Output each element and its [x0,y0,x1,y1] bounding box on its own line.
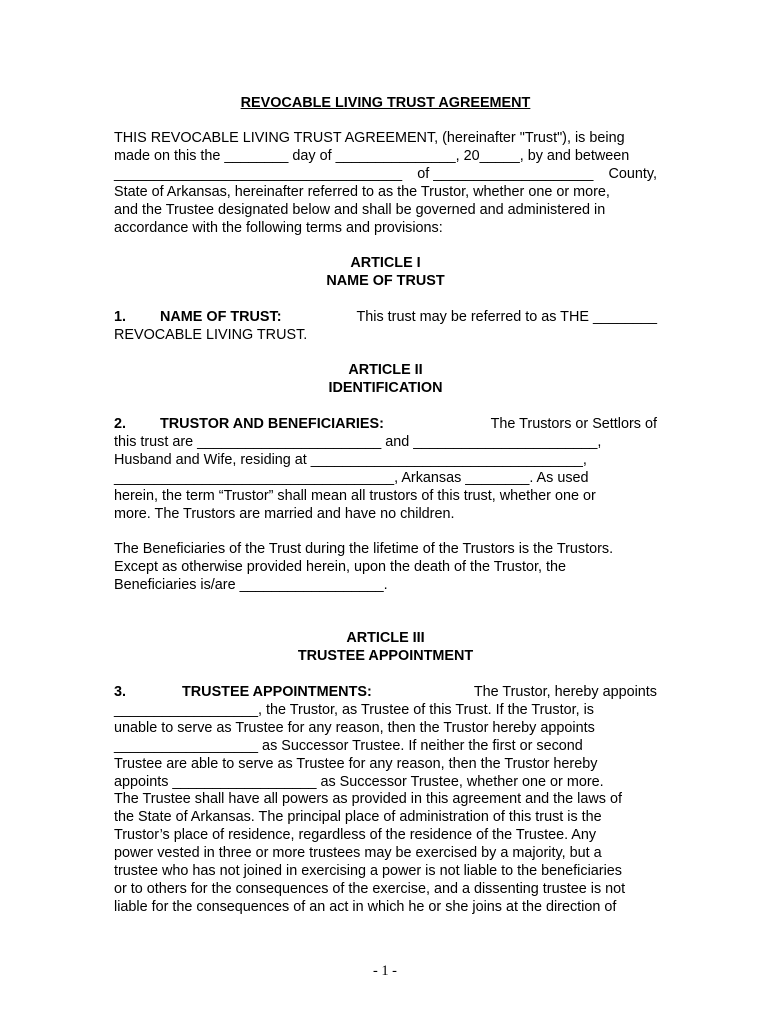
intro-line [114,130,657,148]
text-line: State of Arkansas, hereinafter referred to as the Trustor, whether one or more, [114,183,610,200]
body-line [114,720,657,738]
text-line: Husband and Wife, residing at __________________________________, [114,451,587,468]
text-line: made on this the ________ day of _______________, 20_____, by and between [114,147,630,164]
body-line [114,899,657,917]
intro-line [114,202,657,220]
body-line [114,541,657,559]
intro-line [114,184,657,202]
intro-line [114,220,657,238]
text-line: Trustor’s place of residence, regardless of the residence of the Trustee. Any [114,827,597,844]
page-number: - 1 - [373,963,397,979]
text-blank: of ____________________ [417,165,594,182]
article-3-heading [114,630,657,666]
text-line: This trust may be referred to as THE ________ [356,309,657,325]
body-line [114,774,657,792]
text-line: __________________, the Trustor, as Trustee of this Trust. If the Trustor, is [114,701,594,718]
section-label: TRUSTEE APPOINTMENTS: [182,684,372,700]
article-1-body [114,309,657,345]
text-line: The Beneficiaries of the Trust during the lifetime of the Trustors is the Trustors. [114,541,614,557]
article-2-body [114,416,657,523]
text-line: The Trustors or Settlors of [490,416,657,432]
article-2-heading [114,362,657,398]
body-line [114,416,657,434]
body-line [114,845,657,863]
text-line: Beneficiaries is/are __________________. [114,576,388,593]
text-line: __________________ as Successor Trustee. If neither the first or second [114,737,583,754]
body-line [114,809,657,827]
body-line [114,452,657,470]
text-line: power vested in three or more trustees may be exercised by a majority, but a [114,845,602,862]
body-line [114,309,657,327]
body-line [114,738,657,756]
section-number: 1. [114,309,127,325]
body-line [114,559,657,577]
text-line: ___________________________________, Arkansas ________. As used [114,469,589,486]
body-line [114,863,657,881]
section-label: NAME OF TRUST: [160,309,282,325]
section-label: TRUSTOR AND BENEFICIARIES: [160,416,384,432]
article-subheading: IDENTIFICATION [328,379,443,396]
text-line: unable to serve as Trustee for any reason, then the Trustor hereby appoints [114,719,595,736]
body-line [114,791,657,809]
body-line [114,470,657,488]
body-line [114,577,657,595]
body-line [114,434,657,452]
article-2-beneficiaries [114,541,657,595]
text-line: and the Trustee designated below and shall be governed and administered in [114,201,606,218]
text-line: this trust are _______________________ and _______________________, [114,433,602,450]
intro-line [114,166,657,184]
body-line [114,756,657,774]
text-line: the State of Arkansas. The principal place of administration of this trust is the [114,809,602,826]
body-line [114,488,657,506]
text-line: Except as otherwise provided herein, upon the death of the Trustor, the [114,558,566,575]
text-line: liable for the consequences of an act in which he or she joins at the direction of [114,898,617,915]
body-line [114,702,657,720]
text-line: herein, the term “Trustor” shall mean all trustors of this trust, whether one or [114,487,596,504]
section-number: 3. [114,684,127,700]
text-line: or to others for the consequences of the exercise, and a dissenting trustee is not [114,880,626,897]
text-line: REVOCABLE LIVING TRUST. [114,326,308,343]
body-line [114,327,657,345]
text-line: County, [608,165,657,182]
text-line: more. The Trustors are married and have no children. [114,505,455,522]
text-line: accordance with the following terms and provisions: [114,219,443,236]
text-line: Trustee are able to serve as Trustee for any reason, then the Trustor hereby [114,755,598,772]
text-line: The Trustee shall have all powers as provided in this agreement and the laws of [114,791,622,808]
article-3-body [114,684,657,917]
article-subheading: TRUSTEE APPOINTMENT [297,647,474,664]
body-line [114,881,657,899]
article-subheading: NAME OF TRUST [326,272,445,289]
body-line [114,506,657,524]
article-heading: ARTICLE III [346,630,425,646]
intro-paragraph [114,130,657,237]
intro-line [114,148,657,166]
article-heading: ARTICLE II [348,362,423,378]
text-line: trustee who has not joined in exercising a power is not liable to the beneficiaries [114,863,622,880]
article-1-heading [114,255,657,291]
text-line: THIS REVOCABLE LIVING TRUST AGREEMENT, (hereinafter "Trust"), is being [114,130,625,146]
text-blank: ____________________________________ [114,165,403,182]
article-heading: ARTICLE I [350,255,421,271]
section-number: 2. [114,416,127,432]
text-line: The Trustor, hereby appoints [473,684,657,700]
text-line: appoints __________________ as Successor Trustee, whether one or more. [114,773,604,790]
body-line [114,684,657,702]
body-line [114,827,657,845]
document-title: REVOCABLE LIVING TRUST AGREEMENT [240,95,531,111]
